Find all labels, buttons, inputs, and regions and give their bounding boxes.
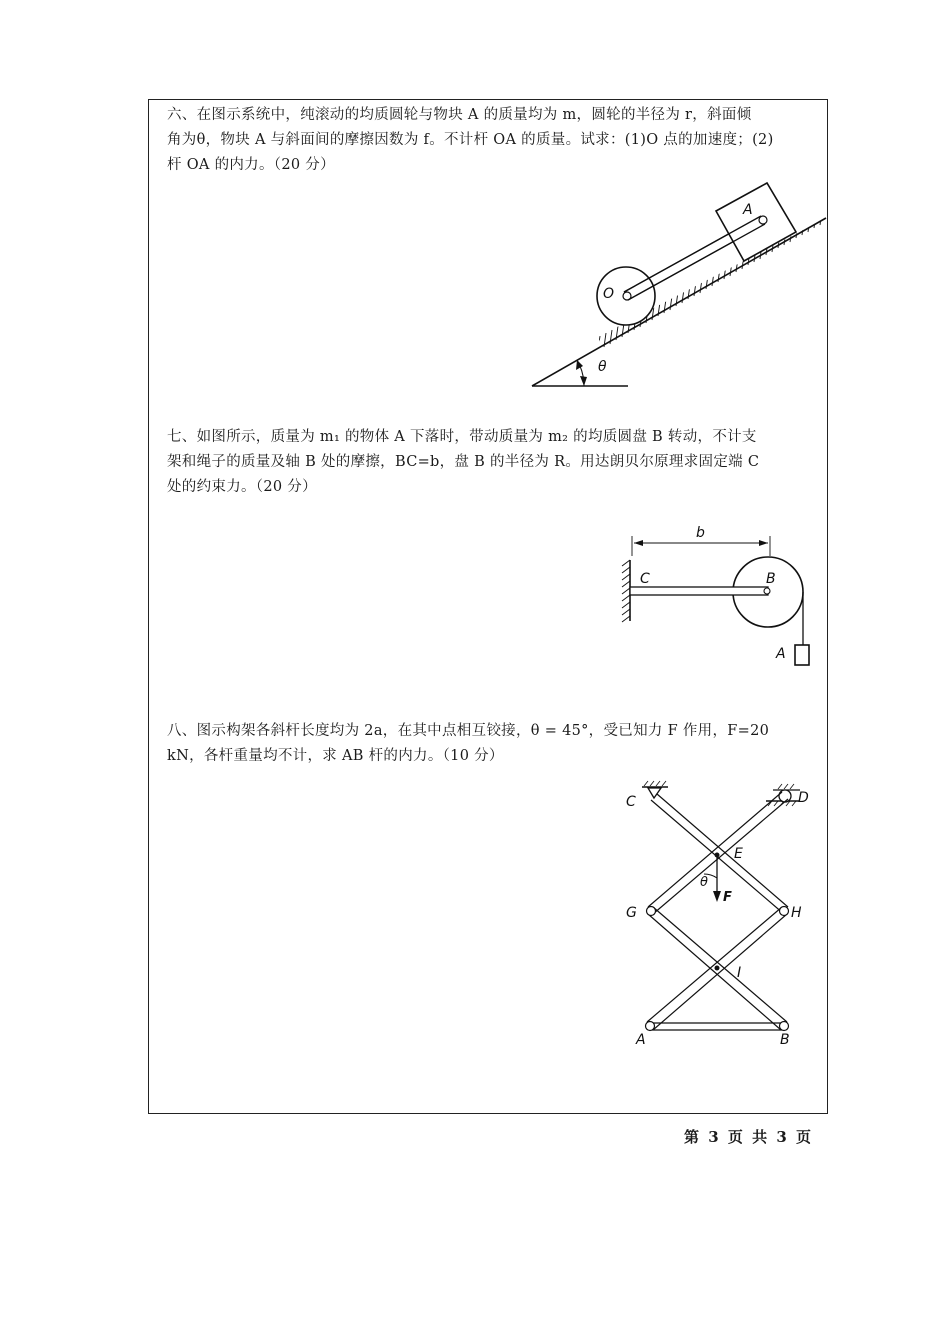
- joint-b: [780, 1022, 789, 1031]
- label-h: H: [791, 905, 802, 921]
- question-6-line-3: 杆 OA 的内力。（20 分）: [167, 157, 335, 173]
- question-6: [167, 103, 812, 178]
- label-b: B: [780, 1032, 790, 1048]
- joint-g: [647, 907, 656, 916]
- label-e: E: [734, 846, 743, 862]
- label-b: b: [696, 525, 705, 541]
- question-6-line-2: 角为θ，物块 A 与斜面间的摩擦因数为 f。不计杆 OA 的质量。试求：(1)O 点的加速度；(2): [167, 132, 774, 148]
- label-disk-b: B: [766, 571, 776, 587]
- figure-scissor-frame: [620, 778, 820, 1050]
- label-a: A: [743, 202, 753, 218]
- question-7: [167, 425, 812, 500]
- label-c: C: [626, 794, 636, 810]
- question-7-line-2: 架和绳子的质量及轴 B 处的摩擦，BC=b，盘 B 的半径为 R。用达朗贝尔原理求固定端 C: [167, 454, 760, 470]
- pin-a: [759, 216, 767, 224]
- question-7-line-1: 七、如图所示，质量为 m₁ 的物体 A 下落时，带动质量为 m₂ 的均质圆盘 B 转动，不计支: [167, 429, 757, 445]
- figure-disk-cantilever: [610, 520, 825, 670]
- joint-a: [646, 1022, 655, 1031]
- label-theta: θ: [700, 875, 708, 890]
- incline-surface: [532, 218, 826, 386]
- question-8-line-1: 八、图示构架各斜杆长度均为 2a，在其中点相互铰接，θ = 45°，受已知力 F 作用，F=20: [167, 723, 770, 739]
- label-d: D: [798, 790, 809, 806]
- question-8-line-2: kN，各杆重量均不计，求 AB 杆的内力。（10 分）: [167, 748, 504, 764]
- figure-incline-wheel: [515, 175, 835, 397]
- label-a: A: [636, 1032, 646, 1048]
- bar-cb: [630, 587, 768, 595]
- roller-d: [779, 790, 791, 802]
- scissor-members: [647, 792, 788, 1030]
- label-o: O: [603, 286, 615, 302]
- joint-h: [780, 907, 789, 916]
- page-footer: 第 3 页 共 3 页: [684, 1128, 813, 1146]
- question-6-line-1: 六、在图示系统中，纯滚动的均质圆轮与物块 A 的质量均为 m，圆轮的半径为 r，斜面倾: [167, 107, 752, 123]
- block-a: [716, 183, 796, 261]
- hanging-block-a: [795, 645, 809, 665]
- label-hanging-a: A: [776, 646, 786, 662]
- question-7-line-3: 处的约束力。（20 分）: [167, 479, 317, 495]
- angle-theta-label: θ: [598, 359, 607, 375]
- joint-i: [715, 966, 720, 971]
- axle-b: [764, 588, 770, 594]
- label-i: I: [737, 965, 742, 981]
- label-c: C: [640, 571, 650, 587]
- label-g: G: [626, 905, 637, 921]
- label-force-f: F: [723, 890, 732, 905]
- question-8: [167, 719, 812, 769]
